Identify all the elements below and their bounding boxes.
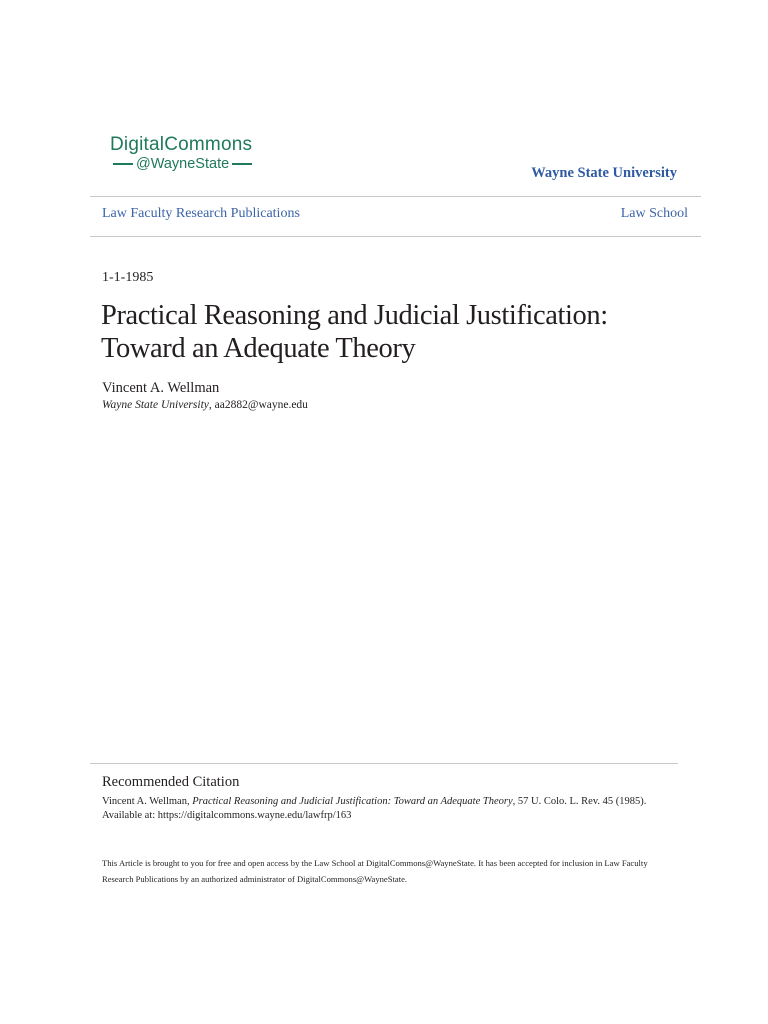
logo-dash-left (113, 163, 133, 165)
citation-author: Vincent A. Wellman, (102, 796, 193, 807)
collection-link[interactable]: Law Faculty Research Publications (102, 206, 300, 221)
article-title: Practical Reasoning and Judicial Justification: Toward an Adequate Theory (101, 300, 608, 364)
school-link[interactable]: Law School (620, 206, 688, 221)
digitalcommons-logo[interactable] (110, 134, 282, 172)
header-divider-top (90, 196, 701, 197)
publication-date: 1-1-1985 (102, 270, 154, 285)
header-divider-bottom (90, 236, 701, 237)
affiliation-name: Wayne State University (102, 399, 209, 411)
citation-body (102, 795, 662, 823)
logo-line2-row (110, 156, 282, 172)
logo-line2: @WayneState (136, 156, 230, 172)
citation-available: Available at: https://digitalcommons.wayne.edu/lawfrp/163 (102, 810, 352, 821)
citation-divider (90, 763, 678, 764)
access-notice: This Article is brought to you for free and open access by the Law School at DigitalCommons@WayneState. It has been accepted for inclusion in Law Faculty Research Publications by an authorized administrator of DigitalCommons@WayneState. (102, 858, 648, 884)
citation-line (102, 795, 662, 809)
logo-dash-right (232, 163, 252, 165)
citation-title: Practical Reasoning and Judicial Justification: Toward an Adequate Theory (192, 796, 513, 807)
author-name: Vincent A. Wellman (102, 380, 220, 396)
logo-line1: DigitalCommons (110, 134, 253, 155)
citation-heading: Recommended Citation (102, 774, 240, 790)
citation-source: , 57 U. Colo. L. Rev. 45 (1985). (512, 796, 647, 807)
author-affiliation (102, 399, 308, 411)
university-link[interactable]: Wayne State University (531, 165, 677, 181)
author-email: , aa2882@wayne.edu (208, 399, 308, 411)
